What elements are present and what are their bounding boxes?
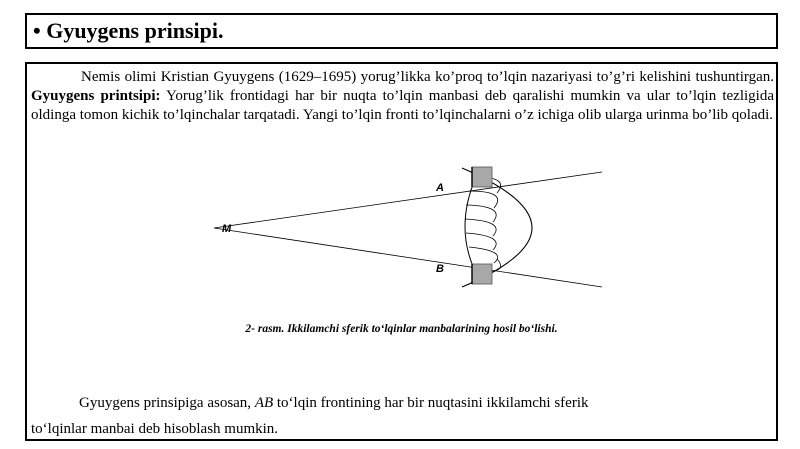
ray-lower <box>214 228 602 287</box>
intro-text: Nemis olimi Kristian Gyuygens (1629–1695) yorug’likka ko’proq to’lqin nazariyasi to’g’ri kelishini tushuntirgan. <box>81 69 774 85</box>
conclusion-line-2: to‘lqinlar manbai deb hisoblash mumkin. <box>31 421 279 437</box>
aperture-block-a <box>472 167 492 187</box>
conclusion-text-post: to‘lqin frontining har bir nuqtasini ikkilamchi sferik <box>273 395 589 411</box>
label-b: B <box>436 263 444 275</box>
label-m: M <box>222 223 232 235</box>
conclusion-ab: AB <box>254 395 274 411</box>
aperture-block-b <box>472 264 492 284</box>
intro-paragraph <box>31 68 774 125</box>
title-box <box>25 13 778 49</box>
figure-caption: 2- rasm. Ikkilamchi sferik to‘lqinlar manbalarining hosil bo‘lishi. <box>245 323 558 335</box>
huygens-diagram <box>192 159 612 294</box>
ray-upper <box>214 172 602 228</box>
principle-definition: Yorug’lik frontidagi har bir nuqta to’lqin manbasi deb qaralishi mumkin va ular to’lqin tezligida oldinga tomon kichik to’lqinchalar tarqatadi. Yangi to’lqin fronti to’lqinchalarni o’z ichiga olib ularga urinma bo’lib qoladi. <box>31 88 774 123</box>
conclusion-text-pre: Gyuygens prinsipiga asosan, <box>79 395 255 411</box>
conclusion-line-1 <box>79 395 589 412</box>
label-a: A <box>436 182 444 194</box>
page-title: • Gyuygens prinsipi. <box>33 18 224 43</box>
content-box <box>25 62 778 441</box>
principle-term: Gyuygens printsipi: <box>31 88 161 104</box>
